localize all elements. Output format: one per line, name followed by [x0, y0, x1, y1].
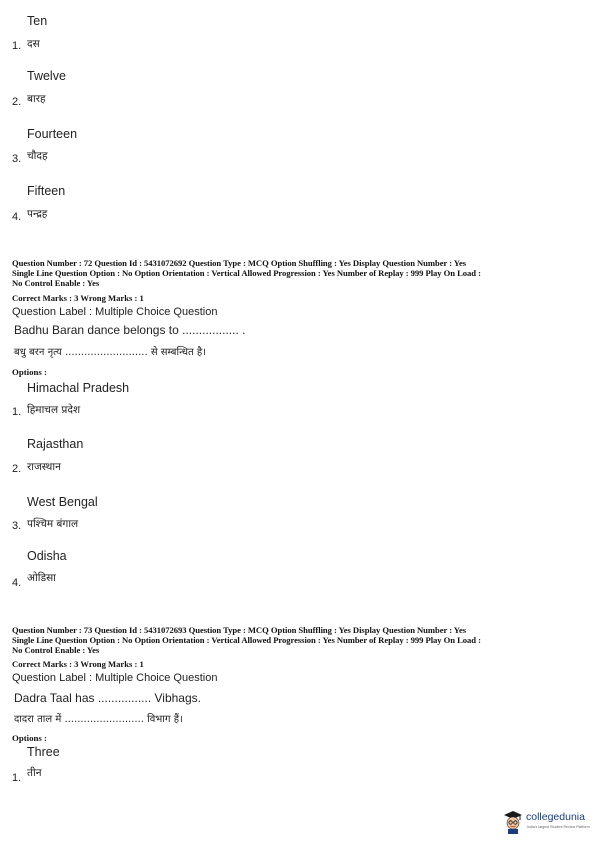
options-heading: Options :	[12, 367, 47, 377]
option-1-english: Himachal Pradesh	[27, 381, 130, 395]
question-text-english: Badhu Baran dance belongs to ................. .	[14, 323, 246, 337]
question-text-hindi: बधु बरन नृत्य .......................... से सम्बन्धित है।	[14, 347, 206, 358]
option-3-hindi: चौदह	[27, 150, 48, 162]
options-heading: Options :	[12, 733, 47, 743]
option-2-english: Twelve	[27, 69, 66, 83]
question-marks: Correct Marks : 3 Wrong Marks : 1	[12, 293, 144, 303]
option-3-number: 3.	[12, 520, 22, 532]
graduate-mascot-icon	[502, 808, 524, 834]
option-3-number: 3.	[12, 153, 22, 165]
option-1-number: 1.	[12, 406, 22, 418]
question-meta-line-2: Single Line Question Option : No Option Orientation : Vertical Allowed Progression : Yes Number of Replay : 999 Play On Load :	[12, 268, 481, 278]
option-2-number: 2.	[12, 463, 22, 475]
question-meta-line-1: Question Number : 72 Question Id : 5431072692 Question Type : MCQ Option Shuffling : Yes Display Question Number : Yes	[12, 258, 467, 268]
option-3-hindi: पश्चिम बंगाल	[27, 518, 79, 530]
option-1-hindi: दस	[27, 38, 40, 50]
question-marks: Correct Marks : 3 Wrong Marks : 1	[12, 659, 144, 669]
option-4-hindi: पन्द्रह	[27, 208, 48, 220]
option-4-hindi: ओडिसा	[27, 572, 56, 584]
question-meta-line-2: Single Line Question Option : No Option Orientation : Vertical Allowed Progression : Yes Number of Replay : 999 Play On Load :	[12, 635, 481, 645]
option-3-english: West Bengal	[27, 495, 98, 509]
option-3-english: Fourteen	[27, 127, 78, 141]
option-4-english: Fifteen	[27, 184, 66, 198]
option-1-english: Three	[27, 745, 60, 759]
logo-name: collegedunia	[526, 811, 585, 823]
option-2-english: Rajasthan	[27, 437, 84, 451]
question-meta-line-1: Question Number : 73 Question Id : 5431072693 Question Type : MCQ Option Shuffling : Yes Display Question Number : Yes	[12, 625, 467, 635]
question-text-hindi: दादरा ताल में ......................... विभाग हैं।	[14, 714, 183, 725]
option-4-number: 4.	[12, 577, 22, 589]
option-4-number: 4.	[12, 211, 22, 223]
option-4-english: Odisha	[27, 549, 67, 563]
question-meta-line-3: No Control Enable : Yes	[12, 645, 100, 655]
logo-tagline: India's largest Student Review Platform	[527, 825, 590, 829]
collegedunia-logo	[502, 808, 594, 836]
question-meta-line-3: No Control Enable : Yes	[12, 278, 100, 288]
option-2-hindi: बारह	[27, 93, 46, 105]
question-label: Question Label : Multiple Choice Question	[12, 672, 218, 684]
option-1-hindi: हिमाचल प्रदेश	[27, 404, 81, 416]
option-2-hindi: राजस्थान	[27, 461, 61, 473]
question-text-english: Dadra Taal has ................ Vibhags.	[14, 691, 201, 705]
question-label: Question Label : Multiple Choice Question	[12, 306, 218, 318]
option-2-number: 2.	[12, 96, 22, 108]
option-1-number: 1.	[12, 772, 22, 784]
option-1-hindi: तीन	[27, 767, 42, 779]
option-1-number: 1.	[12, 40, 22, 52]
option-1-english: Ten	[27, 14, 48, 28]
